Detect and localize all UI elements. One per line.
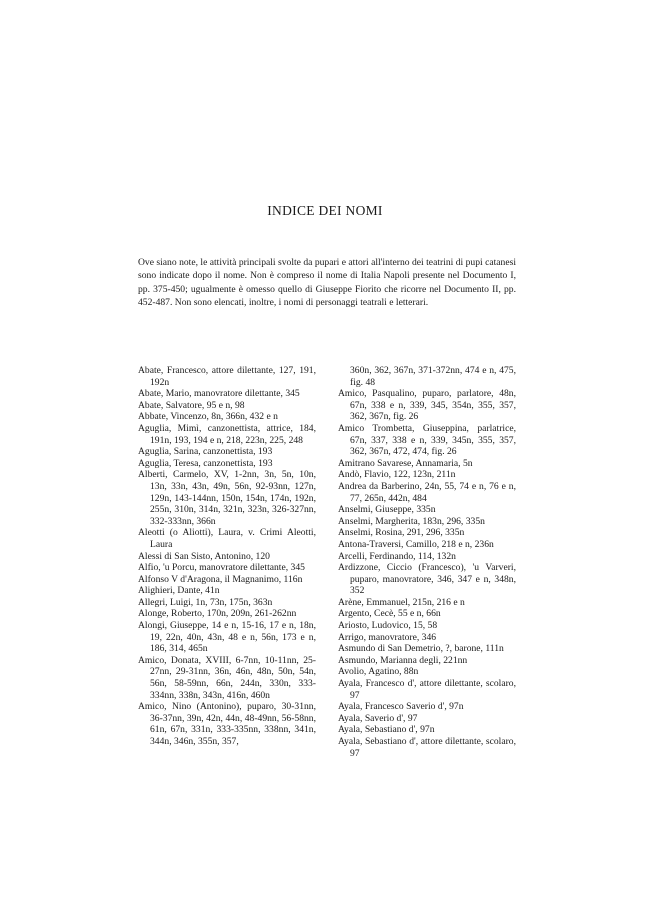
index-entry: Ayala, Sebastiano d', 97n xyxy=(338,724,435,736)
index-entry: Ardizzone, Ciccio (Francesco), 'u Varveri, puparo, manovratore, 346, 347 e n, 348n, 352 xyxy=(338,562,516,597)
index-entry: Aguglia, Sarina, canzonettista, 193 xyxy=(138,446,273,458)
index-entry: Arène, Emmanuel, 215n, 216 e n xyxy=(338,596,465,608)
index-entry: Asmundo di San Demetrio, ?, barone, 111n xyxy=(338,643,504,655)
index-entry: Arcelli, Ferdinando, 114, 132n xyxy=(338,550,456,562)
index-entry: Anselmi, Rosina, 291, 296, 335n xyxy=(338,527,465,539)
index-entry: Ayala, Sebastiano d', attore dilettante, scolaro, 97 xyxy=(338,736,516,759)
intro-paragraph: Ove siano note, le attività principali svolte da pupari e attori all'interno dei teatrini di pupi catanesi sono indicate dopo il nome. Non è compreso il nome di Italia Napoli presente nel Documento I, pp. 375-450; ugualmente è omesso quello di Giuseppe Fiorito che ricorre nel Documento II, pp. 452-487. Non sono elencati, inoltre, i nomi di personaggi teatrali e letterari. xyxy=(138,257,516,309)
index-column-left xyxy=(138,365,316,748)
index-entry: Abbate, Vincenzo, 8n, 366n, 432 e n xyxy=(138,411,278,423)
index-entry: Amico, Donata, XVIII, 6-7nn, 10-11nn, 25-27nn, 29-31nn, 36n, 46n, 48n, 50n, 54n, 56n, 58-59nn, 66n, 244n, 330n, 333-334nn, 338n, 343n, 416n, 460n xyxy=(138,654,316,701)
index-entry: Alighieri, Dante, 41n xyxy=(138,585,220,597)
index-entry: Amico, Pasqualino, puparo, parlatore, 48n, 67n, 338 e n, 339, 345, 354n, 355, 357, 362, 367n, fig. 26 xyxy=(338,388,516,423)
index-entry: Alongi, Giuseppe, 14 e n, 15-16, 17 e n, 18n, 19, 22n, 40n, 43n, 48 e n, 56n, 173 e n, 186, 314, 465n xyxy=(138,620,316,655)
page-title: INDICE DEI NOMI xyxy=(267,203,383,218)
index-entry: Antona-Traversi, Camillo, 218 e n, 236n xyxy=(338,538,494,550)
index-entry: Argento, Cecè, 55 e n, 66n xyxy=(338,608,441,620)
index-entry: Abate, Salvatore, 95 e n, 98 xyxy=(138,399,245,411)
index-entry: Amico, Nino (Antonino), puparo, 30-31nn, 36-37nn, 39n, 42n, 44n, 48-49nn, 56-58nn, 61n, 67n, 331n, 333-335nn, 338nn, 341n, 344n, 346n, 355n, 357, xyxy=(138,701,316,747)
index-entry: Ayala, Francesco Saverio d', 97n xyxy=(338,701,464,713)
index-entry: Aguglia, Mimì, canzonettista, attrice, 184, 191n, 193, 194 e n, 218, 223n, 225, 248 xyxy=(138,422,316,446)
index-entry: Alessi di San Sisto, Antonino, 120 xyxy=(138,550,270,562)
index-entry: Arrigo, manovratore, 346 xyxy=(338,631,437,643)
index-entry: Ayala, Saverio d', 97 xyxy=(338,712,418,724)
index-entry: Allegri, Luigi, 1n, 73n, 175n, 363n xyxy=(138,596,273,608)
index-entry: Asmundo, Marianna degli, 221nn xyxy=(338,654,468,666)
index-entry: Abate, Mario, manovratore dilettante, 345 xyxy=(138,388,300,400)
index-entry: Anselmi, Margherita, 183n, 296, 335n xyxy=(338,515,485,527)
index-entry: Ayala, Francesco d', attore dilettante, scolaro, 97 xyxy=(338,678,516,701)
index-entry: Abate, Francesco, attore dilettante, 127, 191, 192n xyxy=(138,365,316,388)
index-entry: Amitrano Savarese, Annamaria, 5n xyxy=(338,457,473,469)
index-entry: Alfonso V d'Aragona, il Magnanimo, 116n xyxy=(138,573,303,585)
index-entry: Alberti, Carmelo, XV, 1-2nn, 3n, 5n, 10n, 13n, 33n, 43n, 49n, 56n, 92-93nn, 127n, 129n, 143-144nn, 150n, 154n, 174n, 192n, 255n, 310n, 314n, 321n, 323n, 326-327nn, 332-333nn, 366n xyxy=(138,469,316,527)
index-entry: Ariosto, Ludovico, 15, 58 xyxy=(338,620,438,632)
index-entry: Alonge, Roberto, 170n, 209n, 261-262nn xyxy=(138,608,297,620)
index-entry: Anselmi, Giuseppe, 335n xyxy=(338,504,436,516)
index-entry: Alfio, 'u Porcu, manovratore dilettante, 345 xyxy=(138,562,305,574)
index-entry: Andrea da Barberino, 24n, 55, 74 e n, 76 e n, 77, 265n, 442n, 484 xyxy=(338,480,516,504)
index-entry: Andò, Flavio, 122, 123n, 211n xyxy=(338,469,456,481)
index-entry: Amico Trombetta, Giuseppina, parlatrice, 67n, 337, 338 e n, 339, 345n, 355, 357, 362, 367n, 472, 474, fig. 26 xyxy=(338,422,516,458)
index-entry: Aleotti (o Aliotti), Laura, v. Crimi Aleotti, Laura xyxy=(138,527,316,550)
index-entry: Aguglia, Teresa, canzonettista, 193 xyxy=(138,457,273,469)
index-entry: Avolio, Agatino, 88n xyxy=(338,666,419,678)
index-column-right xyxy=(338,365,516,759)
index-entry-continuation: 360n, 362, 367n, 371-372nn, 474 e n, 475, fig. 48 xyxy=(350,365,516,388)
